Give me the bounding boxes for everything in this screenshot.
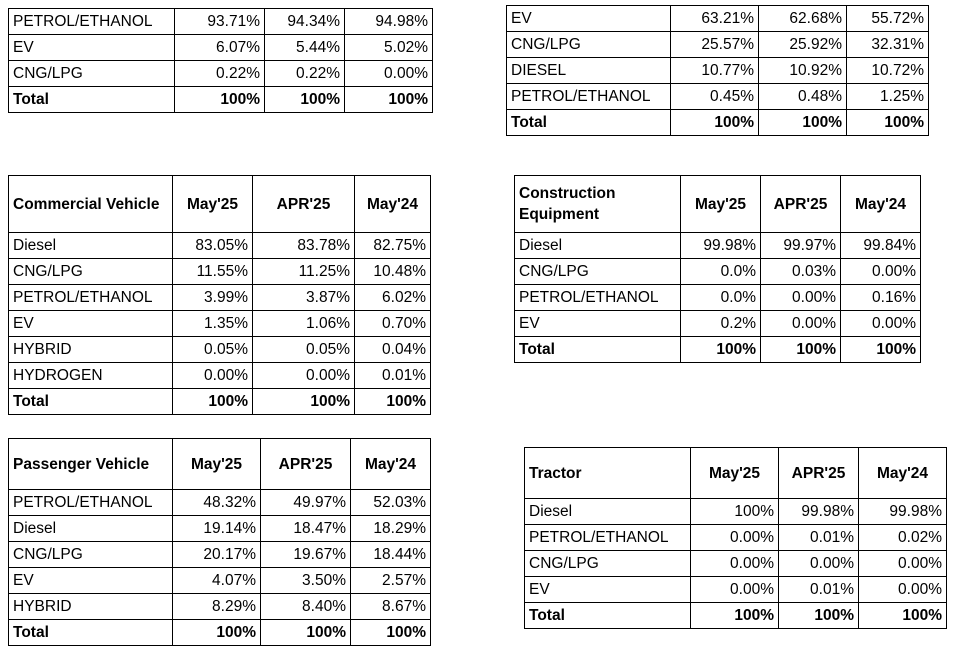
may25-value: 6.07% [175,35,265,61]
row-label: HYDROGEN [9,363,173,389]
apr25-value: 0.00% [761,285,841,311]
apr25-value: 0.48% [759,84,847,110]
apr25-value: 19.67% [261,542,351,568]
may24-value: 0.00% [345,61,433,87]
may24-value: 18.44% [351,542,431,568]
apr25-value: 94.34% [265,9,345,35]
row-label: Total [525,603,691,629]
apr25-value: 100% [261,620,351,646]
may24-value: 2.57% [351,568,431,594]
row-label: PETROL/ETHANOL [525,525,691,551]
may24-value: 82.75% [355,233,431,259]
apr25-value: 0.22% [265,61,345,87]
row-label: Diesel [9,516,173,542]
may25-value: 100% [175,87,265,113]
column-header-may24: May'24 [351,439,431,490]
apr25-value: 62.68% [759,6,847,32]
apr25-value: 49.97% [261,490,351,516]
table-row [9,363,431,389]
apr25-value: 0.00% [779,551,859,577]
table-header-row [9,439,431,490]
row-label: PETROL/ETHANOL [507,84,671,110]
row-label: Diesel [9,233,173,259]
row-label: PETROL/ETHANOL [9,9,175,35]
table-row [9,259,431,285]
table-row [9,311,431,337]
table-row [9,337,431,363]
table-row [515,259,921,285]
may25-value: 48.32% [173,490,261,516]
column-header-may25: May'25 [681,176,761,233]
row-label: Total [9,620,173,646]
total-row [9,87,433,113]
apr25-value: 0.00% [761,311,841,337]
table-row [515,285,921,311]
apr25-value: 0.01% [779,577,859,603]
table-header-row [525,448,947,499]
apr25-value: 5.44% [265,35,345,61]
may25-value: 100% [173,620,261,646]
row-label: EV [525,577,691,603]
row-label: EV [9,35,175,61]
total-row [507,110,929,136]
may24-value: 100% [847,110,929,136]
passenger-vehicle-table [8,438,431,646]
table-row [525,551,947,577]
may24-value: 94.98% [345,9,433,35]
table-row [9,516,431,542]
may24-value: 32.31% [847,32,929,58]
may24-value: 100% [345,87,433,113]
table-row [507,6,929,32]
row-label: Total [507,110,671,136]
table-row [515,233,921,259]
table-title: Passenger Vehicle [9,439,173,490]
may24-value: 0.00% [841,259,921,285]
may25-value: 100% [691,603,779,629]
may25-value: 100% [681,337,761,363]
commercial-vehicle-table [8,175,431,415]
apr25-value: 100% [253,389,355,415]
may25-value: 100% [671,110,759,136]
may25-value: 99.98% [681,233,761,259]
table-title: Construction Equipment [515,176,681,233]
apr25-value: 8.40% [261,594,351,620]
table-row [9,568,431,594]
table-row [9,490,431,516]
may25-value: 63.21% [671,6,759,32]
column-header-may24: May'24 [355,176,431,233]
total-row [9,389,431,415]
may25-value: 25.57% [671,32,759,58]
may24-value: 10.48% [355,259,431,285]
fuel-mix-table-top-right [506,5,929,136]
may24-value: 0.00% [841,311,921,337]
may24-value: 100% [355,389,431,415]
table-row [9,285,431,311]
column-header-may24: May'24 [841,176,921,233]
may25-value: 8.29% [173,594,261,620]
apr25-value: 83.78% [253,233,355,259]
may24-value: 55.72% [847,6,929,32]
may25-value: 0.22% [175,61,265,87]
may25-value: 0.45% [671,84,759,110]
column-header-may25: May'25 [173,176,253,233]
may25-value: 1.35% [173,311,253,337]
total-row [525,603,947,629]
table-header-row [515,176,921,233]
row-label: DIESEL [507,58,671,84]
total-row [515,337,921,363]
may25-value: 0.0% [681,259,761,285]
table-row [9,594,431,620]
table-title: Tractor [525,448,691,499]
may24-value: 18.29% [351,516,431,542]
row-label: CNG/LPG [515,259,681,285]
may25-value: 10.77% [671,58,759,84]
table-row [507,58,929,84]
table-row [525,525,947,551]
column-header-may25: May'25 [691,448,779,499]
table-row [507,32,929,58]
apr25-value: 99.98% [779,499,859,525]
column-header-apr25: APR'25 [761,176,841,233]
apr25-value: 18.47% [261,516,351,542]
may25-value: 4.07% [173,568,261,594]
may25-value: 0.00% [173,363,253,389]
may25-value: 0.0% [681,285,761,311]
table-row [9,233,431,259]
may25-value: 0.00% [691,577,779,603]
may25-value: 3.99% [173,285,253,311]
row-label: PETROL/ETHANOL [9,285,173,311]
may24-value: 6.02% [355,285,431,311]
table-title: Commercial Vehicle [9,176,173,233]
may25-value: 20.17% [173,542,261,568]
fuel-mix-table-top-left [8,8,433,113]
row-label: Total [9,389,173,415]
row-label: EV [507,6,671,32]
may24-value: 8.67% [351,594,431,620]
row-label: Diesel [515,233,681,259]
table-row [9,35,433,61]
may25-value: 100% [173,389,253,415]
may24-value: 100% [351,620,431,646]
apr25-value: 0.03% [761,259,841,285]
table-header-row [9,176,431,233]
column-header-apr25: APR'25 [779,448,859,499]
apr25-value: 25.92% [759,32,847,58]
row-label: CNG/LPG [525,551,691,577]
row-label: CNG/LPG [9,61,175,87]
tractor-table [524,447,947,629]
may24-value: 52.03% [351,490,431,516]
apr25-value: 3.50% [261,568,351,594]
may24-value: 0.02% [859,525,947,551]
row-label: CNG/LPG [9,259,173,285]
may25-value: 0.00% [691,525,779,551]
may24-value: 100% [841,337,921,363]
row-label: HYBRID [9,594,173,620]
may24-value: 99.98% [859,499,947,525]
may25-value: 83.05% [173,233,253,259]
table-row [507,84,929,110]
may24-value: 0.01% [355,363,431,389]
apr25-value: 10.92% [759,58,847,84]
apr25-value: 100% [761,337,841,363]
row-label: PETROL/ETHANOL [515,285,681,311]
may25-value: 0.00% [691,551,779,577]
table-row [9,542,431,568]
row-label: Total [515,337,681,363]
row-label: EV [515,311,681,337]
apr25-value: 99.97% [761,233,841,259]
may24-value: 0.70% [355,311,431,337]
table-row [525,577,947,603]
table-row [515,311,921,337]
may24-value: 0.00% [859,577,947,603]
row-label: EV [9,311,173,337]
apr25-value: 100% [265,87,345,113]
row-label: CNG/LPG [507,32,671,58]
may25-value: 100% [691,499,779,525]
may24-value: 0.16% [841,285,921,311]
may25-value: 0.05% [173,337,253,363]
apr25-value: 0.01% [779,525,859,551]
row-label: EV [9,568,173,594]
apr25-value: 1.06% [253,311,355,337]
table-row [9,61,433,87]
table-row [9,9,433,35]
may24-value: 10.72% [847,58,929,84]
row-label: CNG/LPG [9,542,173,568]
construction-equipment-table [514,175,921,363]
may24-value: 0.00% [859,551,947,577]
apr25-value: 100% [779,603,859,629]
column-header-may24: May'24 [859,448,947,499]
apr25-value: 0.05% [253,337,355,363]
may24-value: 99.84% [841,233,921,259]
may25-value: 19.14% [173,516,261,542]
column-header-apr25: APR'25 [253,176,355,233]
row-label: Diesel [525,499,691,525]
may24-value: 5.02% [345,35,433,61]
may24-value: 0.04% [355,337,431,363]
apr25-value: 0.00% [253,363,355,389]
apr25-value: 3.87% [253,285,355,311]
column-header-may25: May'25 [173,439,261,490]
row-label: HYBRID [9,337,173,363]
may25-value: 93.71% [175,9,265,35]
table-row [525,499,947,525]
column-header-apr25: APR'25 [261,439,351,490]
may24-value: 1.25% [847,84,929,110]
apr25-value: 11.25% [253,259,355,285]
row-label: Total [9,87,175,113]
may24-value: 100% [859,603,947,629]
may25-value: 0.2% [681,311,761,337]
row-label: PETROL/ETHANOL [9,490,173,516]
apr25-value: 100% [759,110,847,136]
may25-value: 11.55% [173,259,253,285]
